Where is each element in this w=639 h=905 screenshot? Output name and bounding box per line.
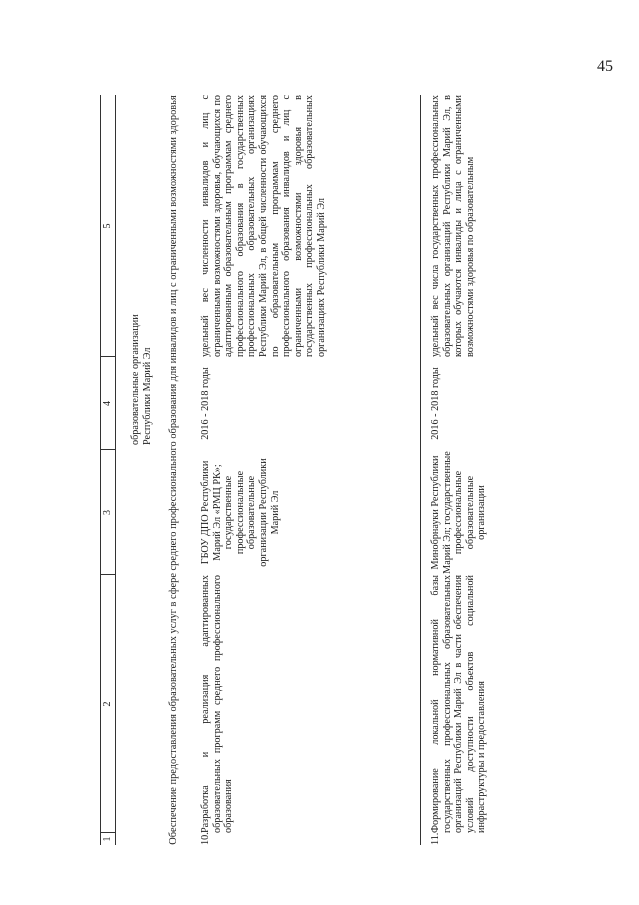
continued-right: Республики Марий Эл <box>142 347 153 445</box>
row-divider <box>420 95 421 845</box>
row-task: Разработка и реализация адаптированных образовательных программ среднего профессионального образования <box>200 575 235 833</box>
row-period: 2016 - 2018 годы <box>200 367 211 440</box>
table-row <box>430 95 536 845</box>
row-task: Формирование локальной нормативной базы государственных профессиональных образовательных организаций Республики Марий Эл в части обеспечения условий доступности объектов социальной инфраструктуры и предоставления <box>430 575 488 833</box>
header-col-5: 5 <box>102 223 113 229</box>
header-col-2: 2 <box>102 701 113 707</box>
continued-left: образовательные организации <box>130 314 141 445</box>
header-col-1: 1 <box>102 836 113 842</box>
table-header <box>100 95 116 845</box>
row-number: 11. <box>430 832 441 845</box>
row-executor: ГБОУ ДПО Республики Марий Эл «РМЦ РК»; государственные профессиональные образовательные организации Республики Марий Эл <box>200 458 281 567</box>
row-indicator: удельный вес числа государственных профессиональных образовательных организаций Республики Марий Эл, в которых обучаются инвалиды и лица с ограниченными возможностями здоровья по образовательным <box>430 95 476 357</box>
row-indicator: удельный вес численности инвалидов и лиц с ограниченными возможностями здоровья, обучающихся по адаптированным образовательным программам среднего профессионального образования в государственных профессиональных образовательных организациях Республики Марий Эл, в общей численности обучающихся по образовательным программам среднего профессионального образования инвалидов и лиц с ограниченными возможностями здоровья в государственных профессиональных образовательных организациях Республики Марий Эл <box>200 95 327 357</box>
table <box>100 95 536 845</box>
row-number: 10. <box>200 832 211 845</box>
continued-row <box>130 95 156 845</box>
header-col-3: 3 <box>102 510 113 515</box>
page-number: 45 <box>597 58 613 75</box>
row-executor: Минобрнауки Республики Марий Эл; государственные профессиональные образовательные организации <box>430 451 488 574</box>
row-period: 2016 - 2018 годы <box>430 367 441 440</box>
table-row <box>200 95 410 845</box>
rotated-page <box>100 55 536 845</box>
section-title: Обеспечение предоставления образовательных услуг в сфере среднего профессионального образования для инвалидов и лиц с ограниченными возможностями здоровья <box>168 95 179 845</box>
header-col-4: 4 <box>102 401 113 406</box>
